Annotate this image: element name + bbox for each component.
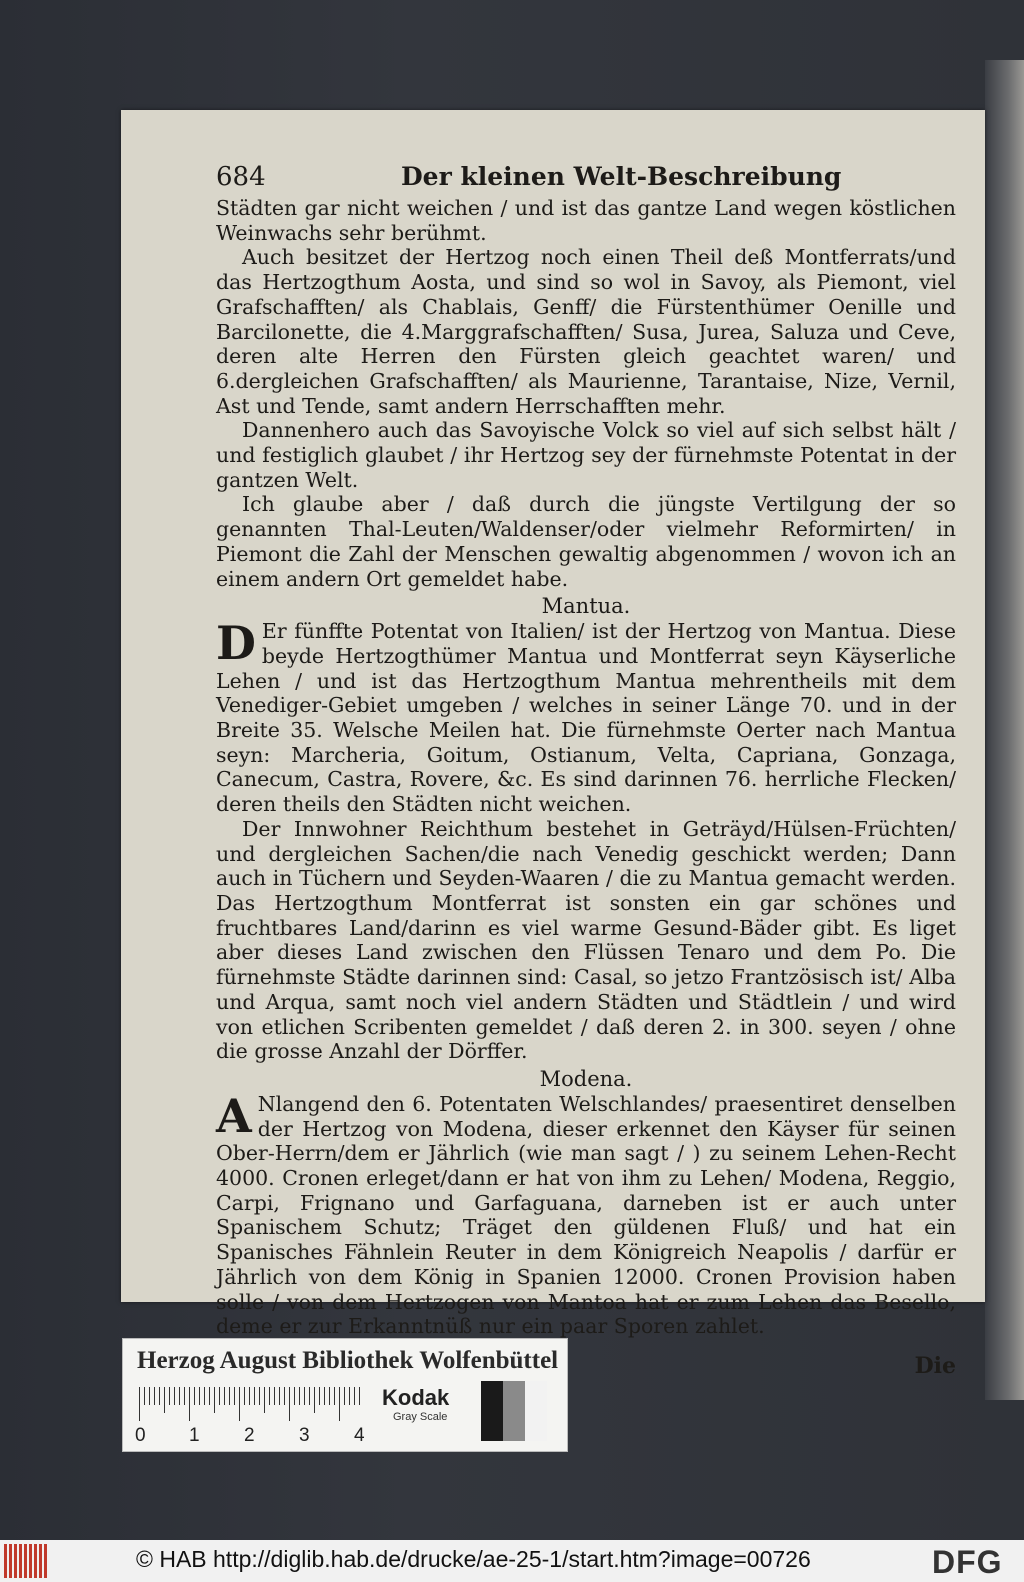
ruler-tick	[189, 1387, 190, 1421]
ruler-tick	[224, 1387, 225, 1405]
page-header	[216, 162, 956, 196]
ruler-tick	[359, 1387, 360, 1405]
ruler-tick	[249, 1387, 250, 1405]
ruler-tick	[234, 1387, 235, 1405]
page-text-block	[216, 162, 956, 1379]
adjacent-page-edge	[985, 60, 1024, 1400]
ruler-tick	[209, 1387, 210, 1405]
ruler-tick	[169, 1387, 170, 1405]
ruler-tick	[324, 1387, 325, 1405]
section-heading-modena: Modena.	[539, 1066, 633, 1091]
dropcap-d: D	[216, 616, 256, 671]
ruler-tick	[314, 1387, 315, 1413]
scale-number: 2	[244, 1425, 255, 1446]
ruler-tick	[149, 1387, 150, 1405]
paragraph-6: Der Innwohner Reichthum bestehet in Geträyd/Hülsen-Früchten/ und dergleichen Sachen/die nach Venedig geschickt werden; Dann auch in Tüchern und Seyden-Waaren / die zu Mantua gemacht werden. Das Hertzogthum Montferrat ist sonsten ein gar schönes und fruchtbares Land/darinn es viel warme Gesund-Bäder gibt. Es liget aber dieses Land zwischen den Flüssen Tenaro und dem Po. Die fürnehmste Städte darinnen sind: Casal, so jetzo Frantzösisch ist/ Alba und Arqua, samt noch viel andern Städten und Städtlein / und wird von etlichen Scribenten gemeldet / daß deren 2. in 300. seyen / ohne die grosse Anzahl der Dörffer.	[216, 816, 956, 1064]
modena-paragraph	[216, 1088, 956, 1339]
scale-ruler	[139, 1387, 361, 1421]
ruler-tick	[274, 1387, 275, 1405]
ruler-tick	[164, 1387, 165, 1413]
ruler-tick	[299, 1387, 300, 1405]
ruler-tick	[319, 1387, 320, 1405]
ruler-tick	[329, 1387, 330, 1405]
ruler-tick	[199, 1387, 200, 1405]
scale-number: 3	[299, 1425, 310, 1446]
kodak-subtitle: Gray Scale	[393, 1411, 448, 1423]
library-name: Herzog August Bibliothek Wolfenbüttel	[137, 1347, 559, 1374]
kodak-logo: Kodak	[382, 1385, 450, 1410]
paragraph-4: Ich glaube aber / daß durch die jüngste Vertilgung der so genannten Thal-Leuten/Waldenser/oder vielmehr Reformirten/ in Piemont die Zahl der Menschen gewaltig abgenommen / wovon ich an einem andern Ort gemeldet habe.	[216, 492, 956, 591]
paragraph-1: Städten gar nicht weichen / und ist das gantze Land wegen köstlichen Weinwachs sehr berühmt.	[216, 196, 956, 245]
ruler-tick	[219, 1387, 220, 1405]
ruler-tick	[304, 1387, 305, 1405]
ruler-tick	[244, 1387, 245, 1405]
ruler-tick	[334, 1387, 335, 1405]
paragraph-5: Er fünffte Potentat von Italien/ ist der Hertzog von Mantua. Diese beyde Hertzogthümer Mantua und Montferrat seyn Käyserliche Lehen / und ist das Hertzogthum Mantua mehrentheils mit dem Venediger-Gebiet umgeben / welches in seiner Länge 70. und in der Breite 35. Welsche Meilen hat. Die fürnehmste Oerter nach Mantua seyn: Marcheria, Goitum, Ostianum, Velta, Capriana, Gonzaga, Canecum, Castra, Rovere, &c. Es sind darinnen 76. herrliche Flecken/ deren theils den Städten nicht weichen.	[216, 619, 956, 817]
ruler-tick	[279, 1387, 280, 1405]
dfg-logo: DFG	[932, 1544, 1003, 1580]
ruler-tick	[354, 1387, 355, 1405]
ruler-tick	[154, 1387, 155, 1405]
catchword: Die	[914, 1352, 956, 1379]
ruler-tick	[339, 1387, 340, 1421]
ruler-tick	[144, 1387, 145, 1405]
gray-patch-light	[525, 1381, 547, 1441]
footer-bar	[0, 1540, 1024, 1582]
ruler-tick	[159, 1387, 160, 1405]
running-title: Der kleinen Welt-Beschreibung	[401, 162, 842, 191]
gray-patch-dark	[481, 1381, 503, 1441]
ruler-tick	[289, 1387, 290, 1421]
ruler-tick	[284, 1387, 285, 1405]
ruler-tick	[264, 1387, 265, 1413]
section-heading-mantua: Mantua.	[541, 594, 631, 619]
ruler-tick	[239, 1387, 240, 1421]
page-number: 684	[216, 162, 266, 192]
ruler-tick	[174, 1387, 175, 1405]
ruler-tick	[229, 1387, 230, 1405]
barcode-icon	[4, 1544, 48, 1578]
scale-number: 4	[354, 1425, 365, 1446]
scale-number: 1	[189, 1425, 200, 1446]
paragraph-2: Auch besitzet der Hertzog noch einen Theil deß Montferrats/und das Hertzogthum Aosta, und sind so wol in Savoy, als Piemont, viel Grafschafften/ als Chablais, Genff/ die Fürstenthümer Oenille und Barcilonette, die 4.Marggrafschafften/ Susa, Jurea, Saluza und Ceve, deren alte Herren den Fürsten gleich geachtet waren/ und 6.dergleichen Grafschafften/ als Maurienne, Tarantaise, Nize, Vernil, Ast und Tende, samt andern Herrschafften mehr.	[216, 245, 956, 418]
ruler-tick	[269, 1387, 270, 1405]
ruler-tick	[184, 1387, 185, 1405]
color-calibration-card	[122, 1338, 568, 1452]
ruler-tick	[349, 1387, 350, 1405]
dropcap-a: A	[216, 1088, 252, 1143]
gray-patch-mid	[503, 1381, 525, 1441]
ruler-tick	[344, 1387, 345, 1405]
mantua-paragraph	[216, 616, 956, 817]
ruler-tick	[194, 1387, 195, 1405]
ruler-tick	[214, 1387, 215, 1413]
ruler-tick	[204, 1387, 205, 1405]
ruler-tick	[309, 1387, 310, 1405]
ruler-tick	[254, 1387, 255, 1405]
scale-number: 0	[135, 1425, 146, 1446]
footer-url[interactable]: © HAB http://diglib.hab.de/drucke/ae-25-1/start.htm?image=00726	[136, 1546, 811, 1572]
ruler-tick	[179, 1387, 180, 1405]
paragraph-7: Nlangend den 6. Potentaten Welschlandes/ praesentiret denselben der Hertzog von Modena, dieser erkennet den Käyser für seinen Ober-Herrn/dem er Jährlich (wie man sagt / ) zu seinem Lehen-Recht 4000. Cronen erleget/dann er hat von ihm zu Lehen/ Modena, Reggio, Carpi, Frignano und Garfaguana, darneben ist er auch unter Spanischem Schutz; Träget den güldenen Fluß/ und hat ein Spanisches Fähnlein Reuter in dem Königreich Neapolis / darfür er Jährlich von dem König in Spanien 12000. Cronen Provision haben solle / von dem Hertzogen von Mantoa hat er zum Lehen das Besello, deme er zur Erkanntnüß nur ein paar Sporen zahlet.	[216, 1091, 956, 1339]
ruler-tick	[139, 1387, 140, 1421]
ruler-tick	[294, 1387, 295, 1405]
ruler-tick	[259, 1387, 260, 1405]
paragraph-3: Dannenhero auch das Savoyische Volck so viel auf sich selbst hält / und festiglich glaubet / ihr Hertzog sey der fürnehmste Potentat in der gantzen Welt.	[216, 418, 956, 492]
